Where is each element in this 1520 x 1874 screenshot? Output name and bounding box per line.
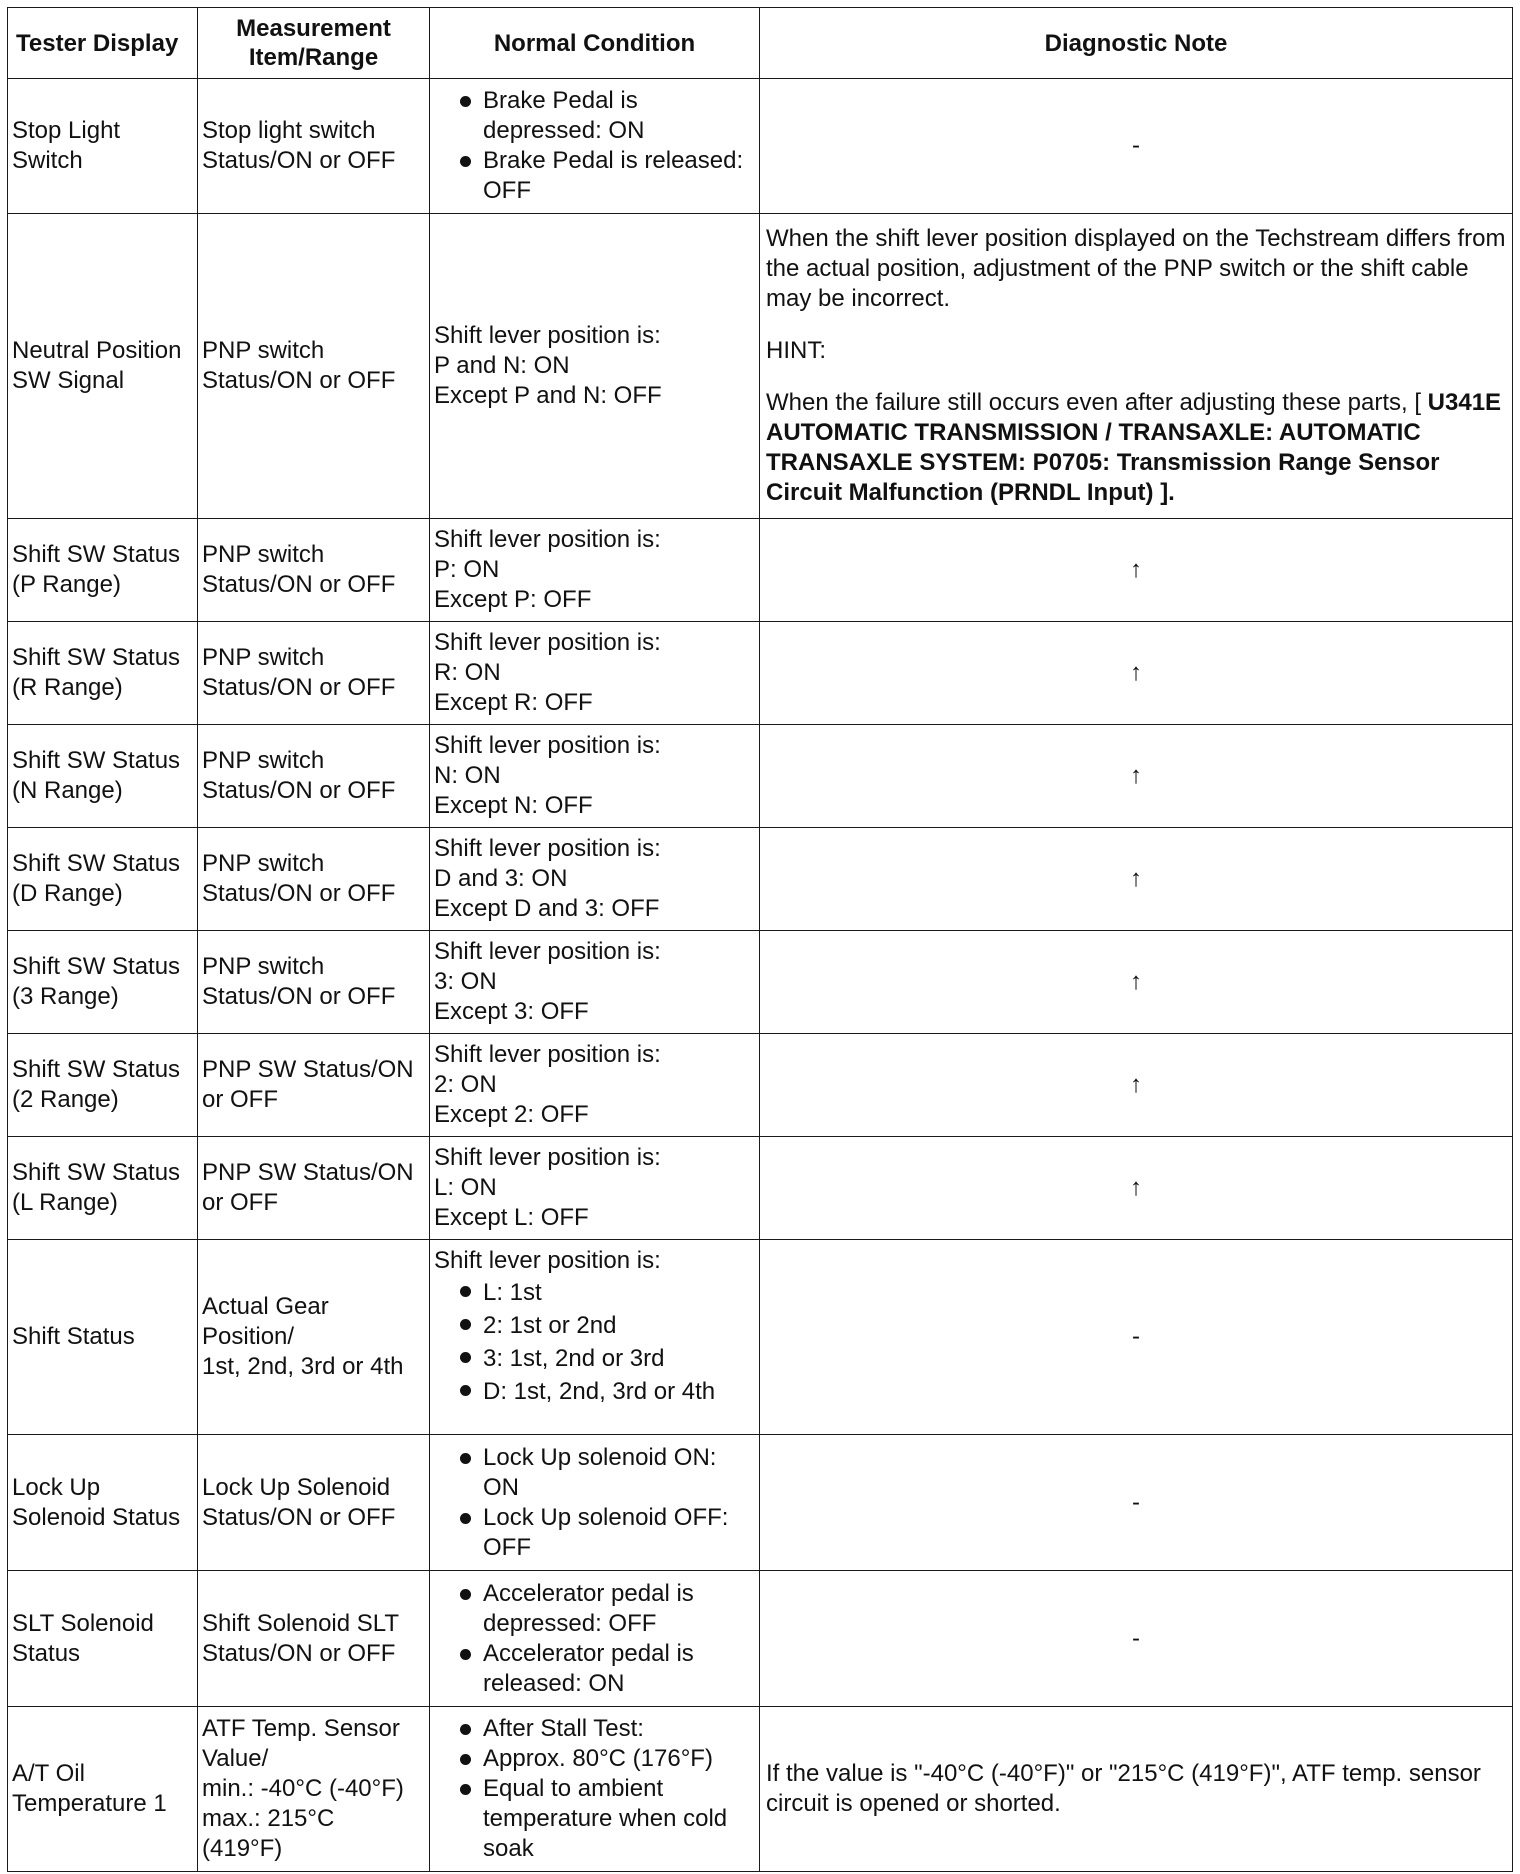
diagnostic-note-cell: - <box>760 79 1513 214</box>
table-row <box>8 1034 1513 1137</box>
tester-display-cell: Shift SW Status (L Range) <box>8 1137 198 1240</box>
normal-condition-cell: Shift lever position is: D and 3: ON Except D and 3: OFF <box>430 828 760 931</box>
diagnostic-note-cell: ↑ <box>760 725 1513 828</box>
diagnostic-note-cell: ↑ <box>760 622 1513 725</box>
tester-display-cell: Stop Light Switch <box>8 79 198 214</box>
diagnostic-note-cell: ↑ <box>760 519 1513 622</box>
list-item: 2: 1st or 2nd <box>460 1309 755 1342</box>
list-item: Accelerator pedal is depressed: OFF <box>460 1579 755 1639</box>
measurement-cell: PNP switch Status/ON or OFF <box>198 725 430 828</box>
list-item: Accelerator pedal is released: ON <box>460 1639 755 1699</box>
tester-display-cell: Lock Up Solenoid Status <box>8 1435 198 1571</box>
list-item: L: 1st <box>460 1276 755 1309</box>
diagnostic-note-cell: ↑ <box>760 828 1513 931</box>
table-row <box>8 1240 1513 1435</box>
measurement-cell: PNP SW Status/ON or OFF <box>198 1034 430 1137</box>
normal-condition-cell: Shift lever position is: L: ON Except L: OFF <box>430 1137 760 1240</box>
reference-link[interactable]: U341E AUTOMATIC TRANSMISSION / TRANSAXLE: AUTOMATIC TRANSAXLE SYSTEM: P0705: Transmission Range Sensor Circuit Malfunction (PRNDL Input) <box>766 389 1502 506</box>
measurement-cell: Actual Gear Position/ 1st, 2nd, 3rd or 4th <box>198 1240 430 1435</box>
list-item: Approx. 80°C (176°F) <box>460 1744 755 1774</box>
header-row <box>8 8 1513 79</box>
list-item: Lock Up solenoid OFF: OFF <box>460 1503 755 1563</box>
measurement-cell: PNP SW Status/ON or OFF <box>198 1137 430 1240</box>
tester-display-cell: Shift SW Status (R Range) <box>8 622 198 725</box>
measurement-cell: PNP switch Status/ON or OFF <box>198 931 430 1034</box>
hint-label: HINT: <box>766 337 826 364</box>
tester-display-cell: Neutral Position SW Signal <box>8 214 198 519</box>
list-item: Lock Up solenoid ON: ON <box>460 1443 755 1503</box>
tester-display-cell: Shift SW Status (D Range) <box>8 828 198 931</box>
header-measurement: Measurement Item/Range <box>198 8 430 79</box>
table-row <box>8 79 1513 214</box>
measurement-cell: PNP switch Status/ON or OFF <box>198 828 430 931</box>
list-item: After Stall Test: <box>460 1714 755 1744</box>
diagnostic-note-cell <box>760 214 1513 519</box>
data-list-table <box>7 7 1513 1872</box>
diagnostic-note-cell: - <box>760 1240 1513 1435</box>
tester-display-cell: Shift SW Status (2 Range) <box>8 1034 198 1137</box>
tester-display-cell: Shift SW Status (3 Range) <box>8 931 198 1034</box>
normal-condition-cell: Shift lever position is: 2: ON Except 2: OFF <box>430 1034 760 1137</box>
header-diagnostic-note: Diagnostic Note <box>760 8 1513 79</box>
measurement-cell: Lock Up Solenoid Status/ON or OFF <box>198 1435 430 1571</box>
diagnostic-note-reference: When the failure still occurs even after adjusting these parts, [ U341E AUTOMATIC TRANSMISSION / TRANSAXLE: AUTOMATIC TRANSAXLE SYSTEM: P0705: Transmission Range Sensor Circuit Malfunction (PRNDL Input) ]. <box>766 389 1502 506</box>
table-row <box>8 725 1513 828</box>
diagnostic-note-cell: - <box>760 1435 1513 1571</box>
normal-condition-cell: Shift lever position is: L: 1st 2: 1st or 2nd 3: 1st, 2nd or 3rd D: 1st, 2nd, 3rd or 4th <box>430 1240 760 1435</box>
diagnostic-note-cell: - <box>760 1571 1513 1707</box>
table-row <box>8 1707 1513 1872</box>
tester-display-cell: SLT Solenoid Status <box>8 1571 198 1707</box>
tester-display-cell: Shift SW Status (P Range) <box>8 519 198 622</box>
list-item: Brake Pedal is released: OFF <box>460 146 755 206</box>
table-row <box>8 931 1513 1034</box>
diagnostic-note-cell: ↑ <box>760 1137 1513 1240</box>
table-row <box>8 1571 1513 1707</box>
normal-condition-cell: Shift lever position is: 3: ON Except 3: OFF <box>430 931 760 1034</box>
normal-condition-cell: Shift lever position is: R: ON Except R: OFF <box>430 622 760 725</box>
table-row <box>8 214 1513 519</box>
normal-condition-cell: Shift lever position is: P: ON Except P: OFF <box>430 519 760 622</box>
table-row <box>8 1137 1513 1240</box>
table-row <box>8 519 1513 622</box>
table-row <box>8 622 1513 725</box>
measurement-cell: ATF Temp. Sensor Value/ min.: -40°C (-40°F) max.: 215°C (419°F) <box>198 1707 430 1872</box>
measurement-cell: Shift Solenoid SLT Status/ON or OFF <box>198 1571 430 1707</box>
normal-condition-cell <box>430 79 760 214</box>
measurement-cell: Stop light switch Status/ON or OFF <box>198 79 430 214</box>
list-item: 3: 1st, 2nd or 3rd <box>460 1342 755 1375</box>
table-row <box>8 828 1513 931</box>
normal-condition-cell <box>430 1435 760 1571</box>
measurement-cell: PNP switch Status/ON or OFF <box>198 519 430 622</box>
tester-display-cell: Shift SW Status (N Range) <box>8 725 198 828</box>
normal-condition-cell <box>430 1707 760 1872</box>
list-item: D: 1st, 2nd, 3rd or 4th <box>460 1375 755 1408</box>
diagnostic-note-cell: ↑ <box>760 931 1513 1034</box>
list-item: Equal to ambient temperature when cold soak <box>460 1774 755 1864</box>
tester-display-cell: A/T Oil Temperature 1 <box>8 1707 198 1872</box>
list-item: Brake Pedal is depressed: ON <box>460 86 755 146</box>
measurement-cell: PNP switch Status/ON or OFF <box>198 214 430 519</box>
diagnostic-note-text: When the shift lever position displayed on the Techstream differs from the actual position, adjustment of the PNP switch or the shift cable may be incorrect. <box>766 225 1506 312</box>
header-normal-condition: Normal Condition <box>430 8 760 79</box>
diagnostic-note-cell: ↑ <box>760 1034 1513 1137</box>
tester-display-cell: Shift Status <box>8 1240 198 1435</box>
measurement-cell: PNP switch Status/ON or OFF <box>198 622 430 725</box>
normal-condition-cell: Shift lever position is: P and N: ON Except P and N: OFF <box>430 214 760 519</box>
normal-condition-cell <box>430 1571 760 1707</box>
header-tester-display: Tester Display <box>8 8 198 79</box>
normal-condition-cell: Shift lever position is: N: ON Except N: OFF <box>430 725 760 828</box>
table-row <box>8 1435 1513 1571</box>
diagnostic-note-cell: If the value is "-40°C (-40°F)" or "215°C (419°F)", ATF temp. sensor circuit is opened or shorted. <box>760 1707 1513 1872</box>
